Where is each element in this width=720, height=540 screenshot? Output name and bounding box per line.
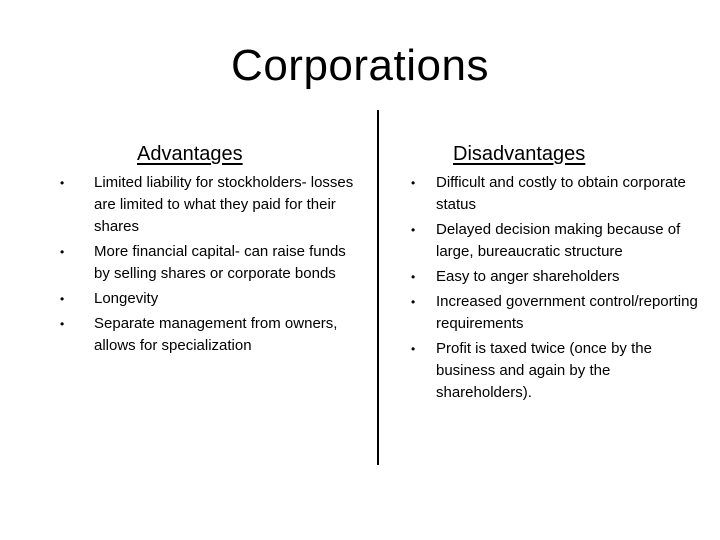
slide-title: Corporations [231, 41, 489, 90]
bullet-icon: • [411, 342, 416, 356]
disadvantage-text: Difficult and costly to obtain corporate status [436, 174, 686, 213]
bullet-icon: • [411, 270, 416, 284]
disadvantage-text: Delayed decision making because of large, bureaucratic structure [436, 221, 681, 260]
list-item [398, 219, 708, 263]
advantage-text: Longevity [94, 290, 159, 307]
list-item [55, 313, 362, 357]
disadvantage-text: Increased government control/reporting requirements [436, 293, 698, 332]
list-item [398, 291, 708, 335]
column-divider [377, 110, 379, 465]
bullet-icon: • [411, 176, 416, 190]
advantage-text: Limited liability for stockholders- losses are limited to what they paid for their shares [94, 174, 354, 235]
bullet-icon: • [60, 317, 65, 331]
bullet-icon: • [411, 295, 416, 309]
list-item [55, 172, 362, 238]
bullet-icon: • [60, 176, 65, 190]
advantage-text: More financial capital- can raise funds by selling shares or corporate bonds [94, 243, 346, 282]
list-item [398, 266, 708, 288]
list-item [55, 288, 362, 310]
advantage-text: Separate management from owners, allows for specialization [94, 315, 338, 354]
advantages-column [55, 142, 360, 360]
advantages-heading: Advantages [137, 143, 243, 165]
list-item [398, 172, 708, 216]
disadvantage-text: Profit is taxed twice (once by the business and again by the shareholders). [436, 340, 652, 401]
bullet-icon: • [411, 223, 416, 237]
bullet-icon: • [60, 292, 65, 306]
list-item [398, 338, 708, 404]
advantages-list [55, 172, 360, 357]
list-item [55, 241, 362, 285]
bullet-icon: • [60, 245, 65, 259]
disadvantage-text: Easy to anger shareholders [436, 268, 620, 285]
disadvantages-heading: Disadvantages [453, 143, 586, 165]
disadvantages-column [398, 142, 716, 407]
disadvantages-list [398, 172, 716, 404]
